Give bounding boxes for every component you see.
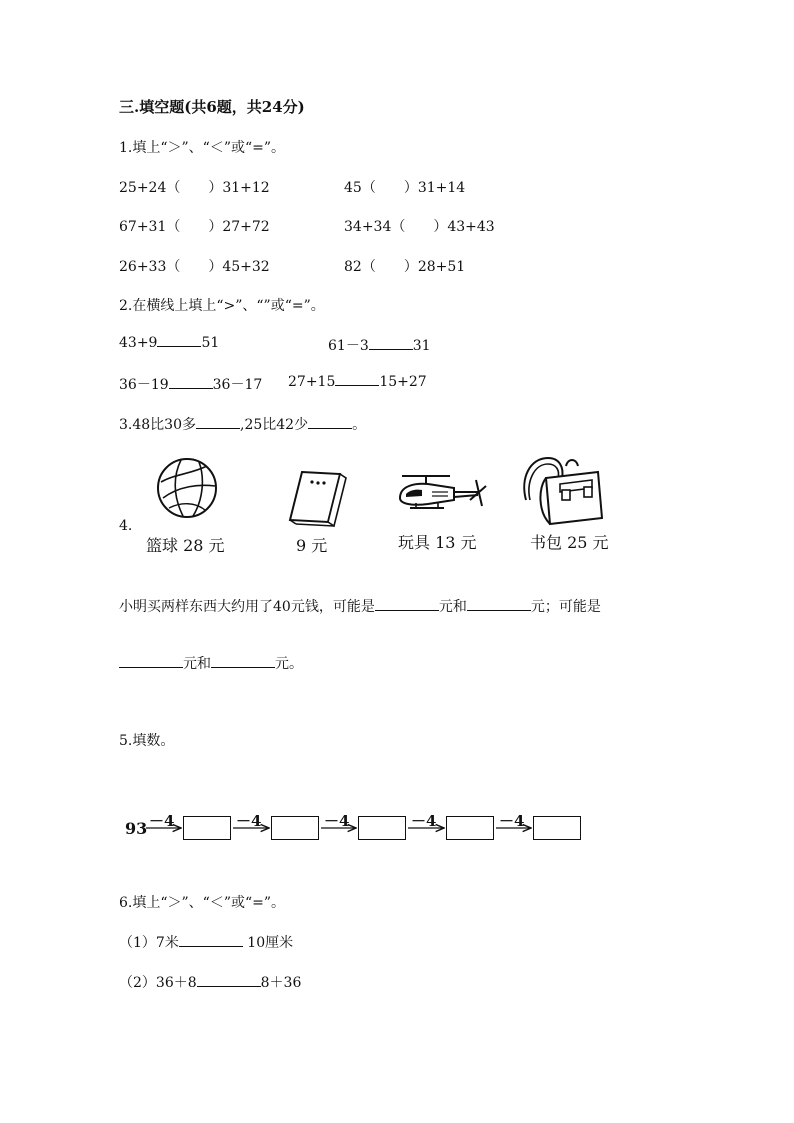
q3-part2: ,25比42少: [240, 417, 309, 433]
q4-caption-toy: 玩具 13 元: [398, 533, 477, 552]
q2-title: 2.在横线上填上“>”、“”或“=”。: [119, 298, 325, 314]
answer-box-4[interactable]: [446, 816, 494, 840]
q3-part3: 。: [352, 417, 367, 433]
q2-item-4-b: 15+27: [379, 374, 427, 390]
q2-item-2-a: 61－3: [328, 338, 369, 354]
q6-item-2-right: 8＋36: [260, 975, 302, 991]
step-label-1: －4: [149, 812, 175, 830]
q5-start-number: 93: [125, 819, 148, 838]
answer-box-2[interactable]: [271, 816, 319, 840]
q2-item-3-b: 36－17: [212, 377, 263, 393]
q5-title: 5.填数。: [119, 733, 175, 749]
q4-line2-b: 元。: [275, 656, 303, 672]
q1-row2-right: 34+34（ ）43+43: [344, 219, 495, 235]
q4-caption-book: 9 元: [296, 536, 328, 555]
section-title: 三.填空题(共6题，共24分): [119, 98, 305, 116]
q4-line1-b: 元和: [438, 599, 467, 615]
step-label-5: －4: [499, 812, 525, 830]
q2-item-3-a: 36－19: [119, 377, 169, 393]
q4-caption-basketball: 篮球 28 元: [146, 536, 225, 555]
q4-number: 4.: [119, 518, 133, 534]
q6-item-1-label: （1）7米: [119, 935, 179, 951]
step-label-3: －4: [324, 812, 350, 830]
q1-row1-left: 25+24（ ）31+12: [119, 180, 270, 196]
q4-line2-a: 元和: [183, 656, 211, 672]
q4-caption-schoolbag: 书包 25 元: [530, 533, 609, 552]
q1-row3-left: 26+33（ ）45+32: [119, 259, 270, 275]
answer-blank[interactable]: [179, 946, 243, 947]
q1-title: 1.填上“＞”、“＜”或“=”。: [119, 140, 286, 156]
answer-blank[interactable]: [197, 986, 261, 987]
q2-item-1-a: 43+9: [119, 335, 158, 351]
q3-part1: 3.48比30多: [119, 417, 196, 433]
q1-row2-left: 67+31（ ）27+72: [119, 219, 270, 235]
q4-line1-c: 元；可能是: [530, 599, 601, 615]
q6-item-2: [119, 972, 301, 992]
q2-item-2-b: 31: [412, 338, 431, 354]
q6-item-2-label: （2）36＋8: [119, 975, 197, 991]
q6-item-1-right: 10厘米: [247, 935, 294, 951]
q6-title: 6.填上“＞”、“＜”或“=”。: [119, 895, 286, 911]
step-label-4: －4: [411, 812, 437, 830]
q6-item-1: [119, 932, 293, 952]
answer-box-3[interactable]: [358, 816, 406, 840]
q1-row1-right: 45（ ）31+14: [344, 180, 466, 196]
q4-line1-a: 小明买两样东西大约用了40元钱，可能是: [119, 599, 375, 615]
step-label-2: －4: [236, 812, 262, 830]
answer-box-1[interactable]: [183, 816, 231, 840]
q1-row3-right: 82（ ）28+51: [344, 259, 466, 275]
q2-item-1-b: 51: [201, 335, 220, 351]
q2-item-4-a: 27+15: [288, 374, 336, 390]
answer-box-5[interactable]: [533, 816, 581, 840]
